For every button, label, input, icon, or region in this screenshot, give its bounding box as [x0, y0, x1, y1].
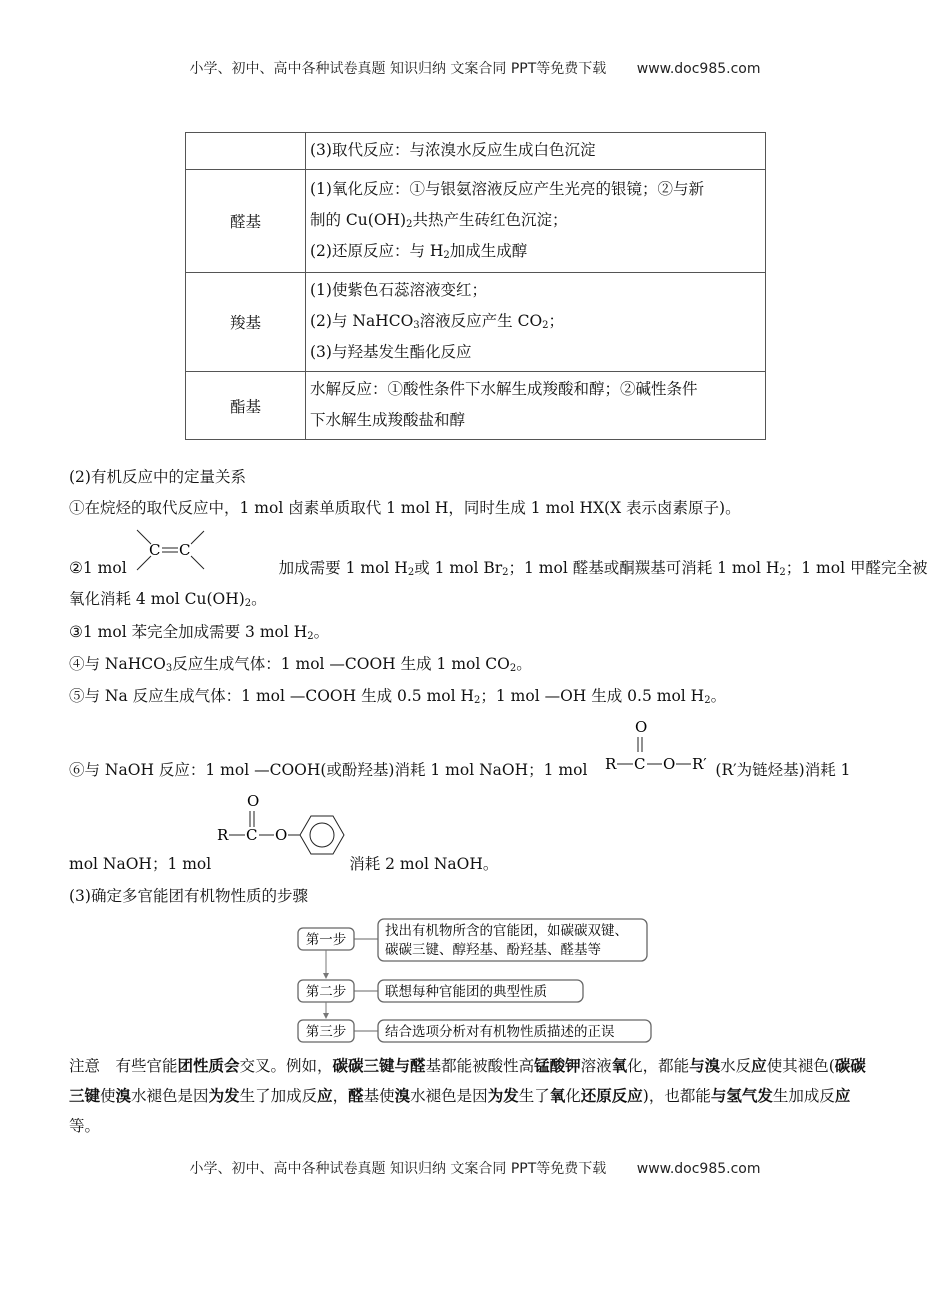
r-group: R: [217, 826, 229, 844]
property-line: (1)氧化反应：①与银氨溶液反应产生光亮的银镜；②与新: [310, 180, 704, 198]
oxygen-atom: O: [275, 826, 288, 844]
bold-run: 为发: [208, 1087, 240, 1105]
step-2-label: 第二步: [305, 984, 347, 1000]
bold-run: 为发: [487, 1087, 519, 1105]
bold-run: 醛: [348, 1087, 364, 1105]
group-name-cell: 酯基: [186, 372, 306, 440]
group-name-cell: 羧基: [186, 273, 306, 372]
property-line: [310, 306, 761, 337]
text-run: ；1 mol 醛基或酮羰基可消耗 1 mol H: [508, 559, 780, 577]
note-paragraph: [69, 1051, 881, 1141]
step-1-desc-line2: 碳碳三键、醇羟基、酚羟基、醛基等: [385, 942, 601, 958]
benzene-ring-circle: [310, 823, 334, 847]
alkene-structure: [132, 527, 212, 577]
text-run: 。: [251, 590, 267, 608]
text-run: ④与 NaHCO: [69, 655, 166, 673]
text-run: 消耗 2 mol NaOH。: [349, 855, 499, 873]
table-row: [186, 133, 766, 170]
r-prime-group: R′: [692, 755, 707, 772]
text-run: 基都能被酸性高: [425, 1057, 535, 1075]
text-run: 。: [516, 655, 532, 673]
group-name-cell: 醛基: [186, 170, 306, 273]
table-row: [186, 372, 766, 440]
property-line: (3)与羟基发生酯化反应: [310, 343, 472, 361]
paragraph: [69, 649, 884, 679]
table-row: [186, 170, 766, 273]
text-run: 化，都能: [627, 1057, 690, 1075]
text-run: 加成需要 1 mol H: [278, 559, 408, 577]
step-3-label: 第三步: [305, 1024, 347, 1040]
subscript: 2: [244, 598, 252, 609]
paragraph: ①在烷烃的取代反应中，1 mol 卤素单质取代 1 mol H，同时生成 1 mol HX(X 表示卤素原子)。: [69, 499, 741, 517]
steps-flowchart: [295, 916, 660, 1048]
text-run: 。: [710, 687, 727, 705]
section-title: (2)有机反应中的定量关系: [69, 468, 246, 486]
text-run: 氧化消耗 4 mol Cu(OH): [69, 590, 245, 608]
step-1-desc-line1: 找出有机物所含的官能团，如碳碳双键、: [385, 923, 628, 939]
property-line: (1)使紫色石蕊溶液变红；: [310, 281, 487, 299]
text-run: ；1 mol 甲醛完全被: [785, 559, 928, 577]
paragraph: [69, 617, 884, 647]
text-run: 使其褪色(: [766, 1057, 835, 1075]
text-run: mol NaOH；1 mol: [69, 855, 212, 873]
text-run: 制的 Cu(OH): [310, 211, 407, 229]
bold-run: 团性质会: [177, 1057, 240, 1075]
ester-structure: [600, 716, 720, 772]
bold-run: 应: [751, 1057, 767, 1075]
oxygen-atom: O: [247, 792, 260, 810]
text-run: ③1 mol 苯完全加成需要 3 mol H: [69, 623, 308, 641]
subscript: 2: [406, 219, 413, 230]
carbon-atom: C: [179, 541, 191, 559]
paragraph: [69, 584, 884, 614]
bold-run: 与氢气发: [710, 1087, 773, 1105]
text-run: ，: [332, 1087, 349, 1105]
bold-run: 与溴: [689, 1057, 721, 1075]
text-run: 化: [565, 1087, 581, 1105]
text-run: 生加成反: [772, 1087, 835, 1105]
text-run: (2)与 NaHCO: [310, 312, 414, 330]
subscript: 2: [509, 663, 517, 674]
text-run: 生了: [518, 1087, 550, 1105]
property-line: 水解反应：①酸性条件下水解生成羧酸和醇；②碱性条件: [310, 380, 698, 398]
bold-run: 碳碳三键与醛: [332, 1057, 426, 1075]
text-run: 水褪色是因: [410, 1087, 488, 1105]
footer-url[interactable]: www.doc985.com: [636, 1161, 761, 1177]
text-run: ⑤与 Na 反应生成气体：1 mol —COOH 生成 0.5 mol H: [69, 687, 475, 705]
property-line: [310, 236, 761, 267]
text-run: 基使: [363, 1087, 395, 1105]
property-line: [310, 205, 761, 236]
bold-run: 锰酸钾: [534, 1057, 581, 1075]
section-title: (3)确定多官能团有机物性质的步骤: [69, 887, 308, 905]
bold-run: 氧: [549, 1087, 566, 1105]
subscript: 2: [542, 320, 549, 331]
carbon-atom: C: [246, 826, 258, 844]
text-run: 等。: [69, 1117, 101, 1135]
carbon-atom: C: [634, 755, 646, 772]
text-run: 。: [313, 623, 330, 641]
benzene-ring: [300, 816, 344, 854]
text-run: (R′为链烃基)消耗 1: [715, 761, 851, 779]
bold-run: 还原反应: [580, 1087, 643, 1105]
property-line: (3)取代反应：与浓溴水反应生成白色沉淀: [310, 141, 596, 159]
step-3-desc-line1: 结合选项分析对有机物性质描述的正误: [385, 1024, 615, 1040]
text-run: )，也都能: [642, 1087, 711, 1105]
text-run: 共热产生砖红色沉淀；: [412, 211, 568, 229]
bold-run: 溴: [394, 1087, 411, 1105]
r-group: R: [605, 755, 617, 772]
page-header: [0, 58, 950, 78]
footer-text: 小学、初中、高中各种试卷真题 知识归纳 文案合同 PPT等免费下载: [189, 1161, 607, 1177]
subscript: 3: [413, 320, 420, 331]
text-run: 水褪色是因: [131, 1087, 209, 1105]
paragraph: [69, 681, 884, 711]
group-property-cell: [306, 170, 766, 273]
bold-run: 碳碳三键: [69, 1057, 866, 1105]
text-run: ②1 mol: [69, 559, 127, 577]
header-url[interactable]: www.doc985.com: [636, 61, 761, 77]
paragraph: [69, 755, 884, 785]
group-name-cell: [186, 133, 306, 170]
text-run: 加成生成醇: [449, 242, 528, 260]
subscript: 3: [165, 663, 173, 674]
text-run: ⑥与 NaOH 反应：1 mol —COOH(或酚羟基)消耗 1 mol NaOH；1 mol: [69, 761, 588, 779]
text-run: 注意 有些官能: [69, 1057, 178, 1075]
page-footer: [0, 1158, 950, 1178]
functional-group-table: [185, 132, 766, 440]
text-run: 交叉。例如，: [239, 1057, 333, 1075]
bold-run: 氧: [611, 1057, 628, 1075]
paragraph: [69, 849, 884, 879]
bold-run: 应: [834, 1087, 851, 1105]
subscript: 2: [443, 250, 450, 261]
subscript: 2: [779, 567, 786, 578]
subscript: 2: [474, 695, 481, 706]
text-run: ；1 mol —OH 生成 0.5 mol H: [480, 687, 705, 705]
text-run: 或 1 mol Br: [414, 559, 503, 577]
property-line: 下水解生成羧酸盐和醇: [310, 411, 466, 429]
subscript: 2: [502, 567, 509, 578]
group-property-cell: [306, 273, 766, 372]
text-run: 生了加成反: [239, 1087, 318, 1105]
subscript: 2: [407, 567, 415, 578]
bold-run: 溴: [115, 1087, 132, 1105]
header-text: 小学、初中、高中各种试卷真题 知识归纳 文案合同 PPT等免费下载: [189, 61, 607, 77]
oxygen-atom: O: [635, 718, 648, 736]
step-2-desc-line1: 联想每种官能团的典型性质: [385, 984, 547, 1000]
subscript: 2: [307, 631, 314, 642]
text-run: 溶液反应产生 CO: [419, 312, 543, 330]
phenyl-ester-structure: [212, 789, 347, 869]
step-1-label: 第一步: [305, 932, 347, 948]
bold-run: 应: [317, 1087, 333, 1105]
text-run: ；: [548, 312, 565, 330]
group-property-cell: [306, 133, 766, 170]
oxygen-atom: O: [663, 755, 676, 772]
text-run: (2)还原反应：与 H: [310, 242, 444, 260]
subscript: 2: [704, 695, 711, 706]
text-run: 水反: [720, 1057, 752, 1075]
group-property-cell: [306, 372, 766, 440]
carbon-atom: C: [149, 541, 161, 559]
table-row: [186, 273, 766, 372]
text-run: 溶液: [580, 1057, 612, 1075]
text-run: 反应生成气体：1 mol —COOH 生成 1 mol CO: [172, 655, 510, 673]
text-run: 使: [100, 1087, 116, 1105]
